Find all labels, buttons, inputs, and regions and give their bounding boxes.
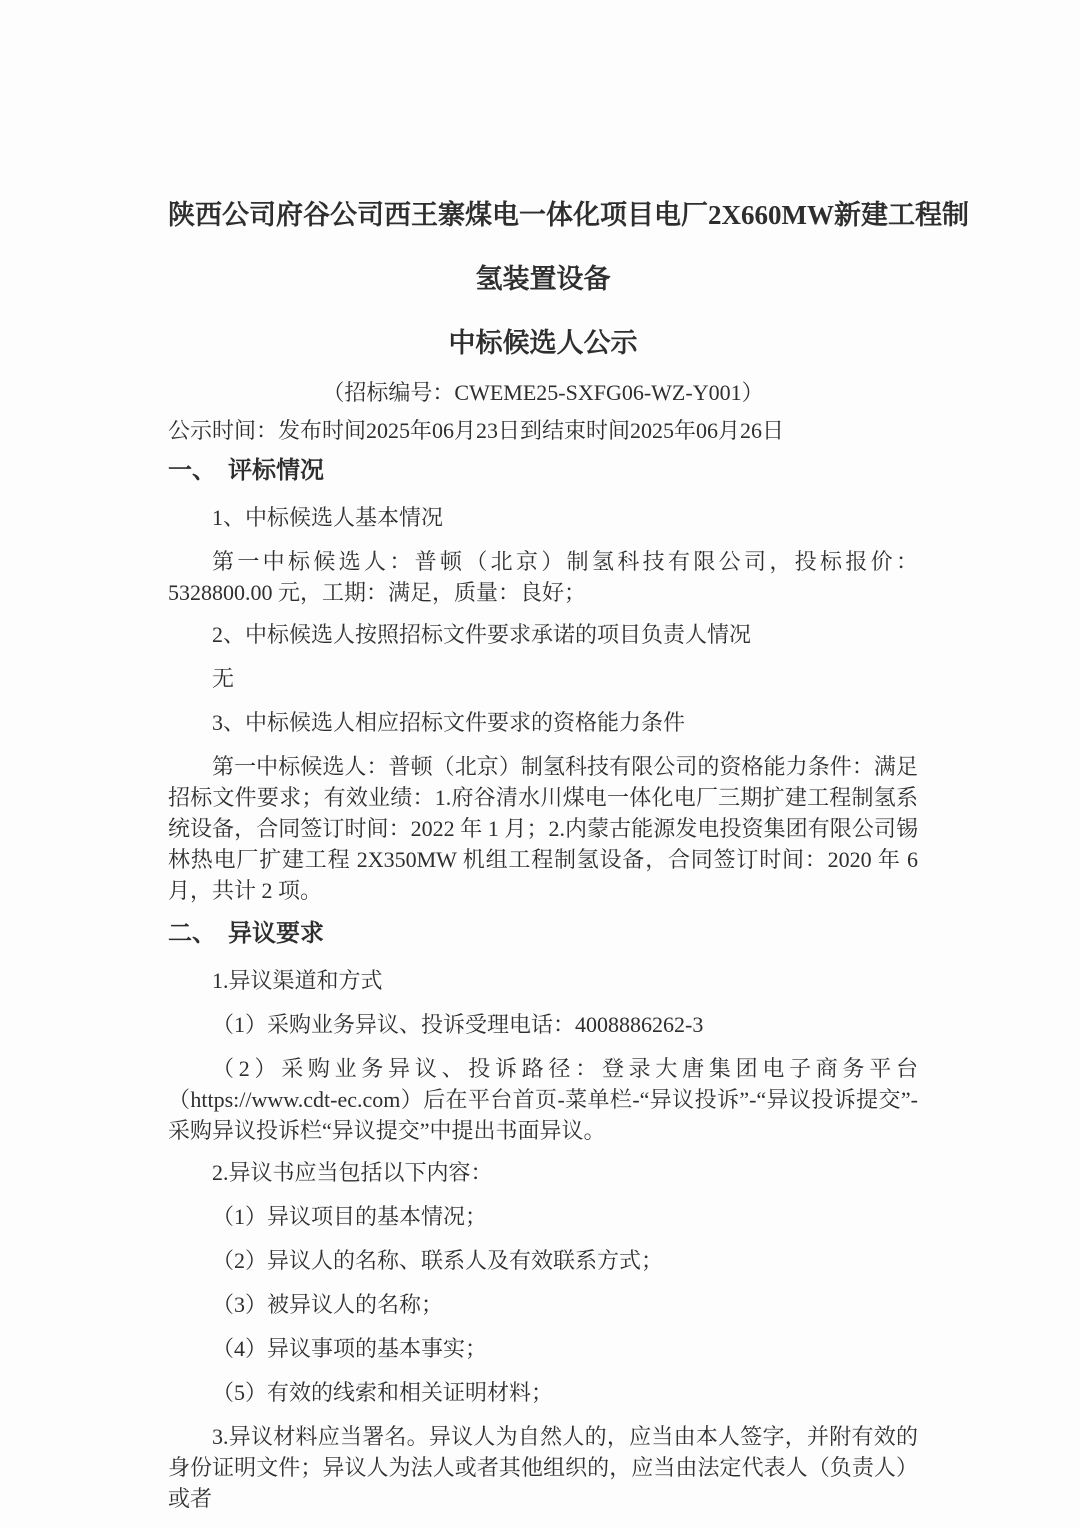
publicity-period: 公示时间：发布时间2025年06月23日到结束时间2025年06月26日 (168, 418, 785, 443)
section1-item3-body: 第一中标候选人：普顿（北京）制氢科技有限公司的资格能力条件：满足招标文件要求；有效业绩：1.府谷清水川煤电一体化电厂三期扩建工程制氢系统设备，合同签订时间：2022 年 1 月；2.内蒙古能源发电投资集团有限公司锡林热电厂扩建工程 2X350MW 机组工程制氢设备，合同签订时间：2020 年 6 月，共计 2 项。 (168, 754, 918, 903)
section2-item2-list-item: （3）被异议人的名称； (212, 1292, 444, 1317)
section2-item3-body: 3.异议材料应当署名。异议人为自然人的，应当由本人签字，并附有效的身份证明文件；异议人为法人或者其他组织的，应当由法定代表人（负责人）或者 (168, 1424, 918, 1511)
section1-heading: 一、 评标情况 (168, 457, 324, 484)
section2-item2-list-item: （4）异议事项的基本事实； (212, 1336, 488, 1361)
document-title-line-2: 氢装置设备 (475, 264, 611, 294)
tender-number: （招标编号：CWEME25-SXFG06-WZ-Y001） (322, 380, 764, 405)
section2-item2-list-item: （1）异议项目的基本情况； (212, 1204, 488, 1229)
section2-heading: 二、 异议要求 (168, 920, 324, 947)
section2-item2-heading: 2.异议书应当包括以下内容： (212, 1160, 493, 1185)
section1-item1-heading: 1、中标候选人基本情况 (212, 505, 444, 530)
section2-item2-list-item: （2）异议人的名称、联系人及有效联系方式； (212, 1248, 664, 1273)
document-title-line-1: 陕西公司府谷公司西王寨煤电一体化项目电厂2X660MW新建工程制 (168, 200, 969, 230)
section2-item1-heading: 1.异议渠道和方式 (212, 968, 383, 993)
document-title (168, 196, 969, 298)
section1-item1-body: 第一中标候选人：普顿（北京）制氢科技有限公司，投标报价：5328800.00 元，工期：满足，质量：良好； (168, 549, 918, 605)
section1-item2-heading: 2、中标候选人按照招标文件要求承诺的项目负责人情况 (212, 622, 752, 647)
section1-item3-heading: 3、中标候选人相应招标文件要求的资格能力条件 (212, 710, 686, 735)
section2-item1-sub2: （2）采购业务异议、投诉路径：登录大唐集团电子商务平台（https://www.cdt-ec.com）后在平台首页-菜单栏-“异议投诉”-“异议投诉提交”-采购异议投诉栏“异议提交”中提出书面异议。 (168, 1056, 918, 1143)
section2-item1-sub1: （1）采购业务异议、投诉受理电话：4008886262-3 (212, 1012, 704, 1037)
section1-item2-body: 无 (212, 666, 235, 691)
section2-item2-list-item: （5）有效的线索和相关证明材料； (212, 1380, 554, 1405)
document-subtitle: 中标候选人公示 (448, 328, 638, 358)
